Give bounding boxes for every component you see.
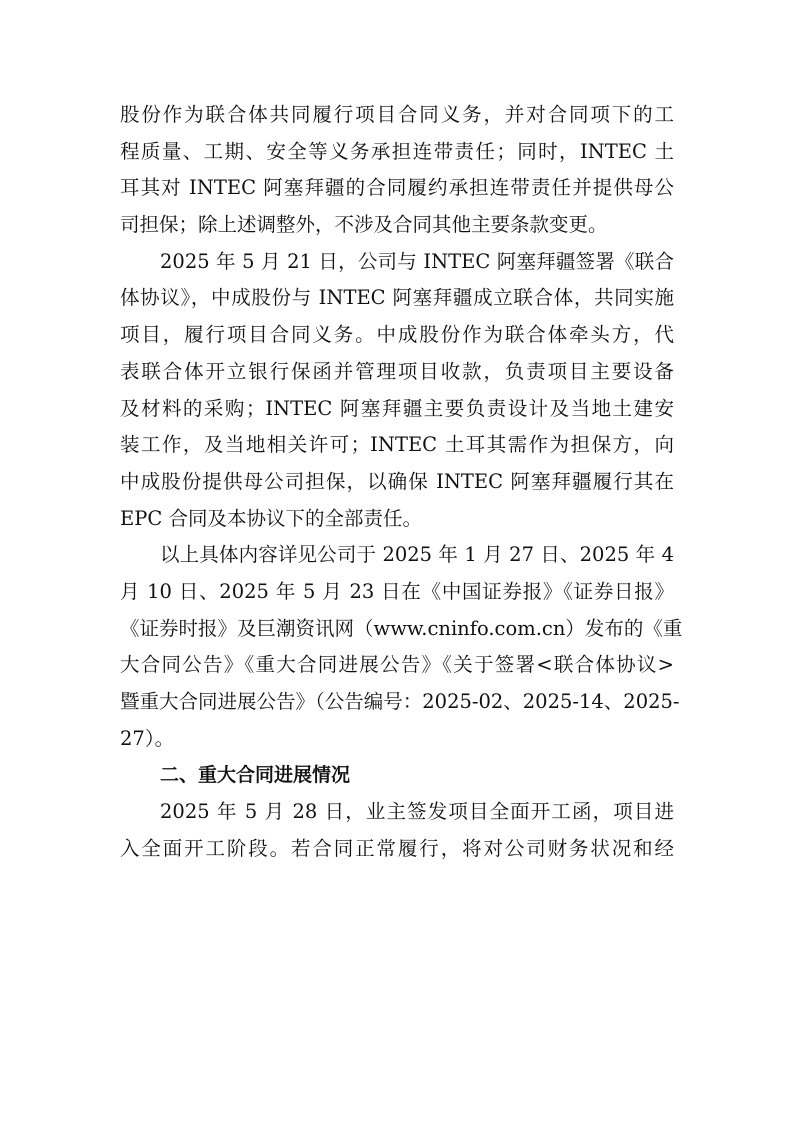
text-line: 暨重大合同进展公告》（公告编号：2025-02、2025-14、2025- bbox=[120, 690, 680, 713]
text-line: 2025 年 5 月 28 日，业主签发项目全面开工函，项目进 bbox=[160, 800, 674, 824]
text-line: 项目，履行项目合同义务。中成股份作为联合体牵头方，代 bbox=[120, 323, 674, 347]
paragraph-joint-liability bbox=[120, 97, 674, 244]
text-line: EPC 合同及本协议下的全部责任。 bbox=[120, 506, 422, 530]
text-line: 司担保；除上述调整外，不涉及合同其他主要条款变更。 bbox=[120, 213, 608, 237]
text-line: 体协议》，中成股份与 INTEC 阿塞拜疆成立联合体，共同实施 bbox=[120, 286, 674, 310]
text-line: 2025 年 5 月 21 日，公司与 INTEC 阿塞拜疆签署《联合 bbox=[160, 249, 674, 273]
text-line: 月 10 日、2025 年 5 月 23 日在《中国证券报》《证券日报》 bbox=[120, 579, 674, 603]
text-line: 以上具体内容详见公司于 2025 年 1 月 27 日、2025 年 4 bbox=[160, 543, 674, 567]
paragraph-consortium-agreement bbox=[120, 244, 674, 538]
text-line: 股份作为联合体共同履行项目合同义务，并对合同项下的工 bbox=[120, 103, 674, 126]
text-line: 表联合体开立银行保函并管理项目收款，负责项目主要设备 bbox=[120, 359, 674, 383]
text-line: 《证券时报》及巨潮资讯网（www.cninfo.com.cn）发布的《重 bbox=[120, 616, 683, 640]
paragraph-announcement-references bbox=[120, 537, 683, 757]
text-line: 中成股份提供母公司担保，以确保 INTEC 阿塞拜疆履行其在 bbox=[120, 469, 674, 493]
text-line: 装工作，及当地相关许可；INTEC 土耳其需作为担保方，向 bbox=[120, 433, 674, 457]
text-line: 27）。 bbox=[120, 726, 175, 750]
document-body bbox=[120, 97, 683, 867]
text-line: 及材料的采购；INTEC 阿塞拜疆主要负责设计及当地土建安 bbox=[120, 396, 674, 420]
text-line: 入全面开工阶段。若合同正常履行，将对公司财务状况和经 bbox=[120, 836, 674, 860]
text-line: 大合同公告》《重大合同进展公告》《关于签署<联合体协议> bbox=[120, 653, 674, 677]
text-line: 程质量、工期、安全等义务承担连带责任；同时，INTEC 土 bbox=[120, 139, 674, 163]
section-heading: 二、重大合同进展情况 bbox=[160, 764, 351, 787]
text-line: 耳其对 INTEC 阿塞拜疆的合同履约承担连带责任并提供母公 bbox=[120, 176, 674, 200]
paragraph-progress bbox=[120, 794, 674, 867]
